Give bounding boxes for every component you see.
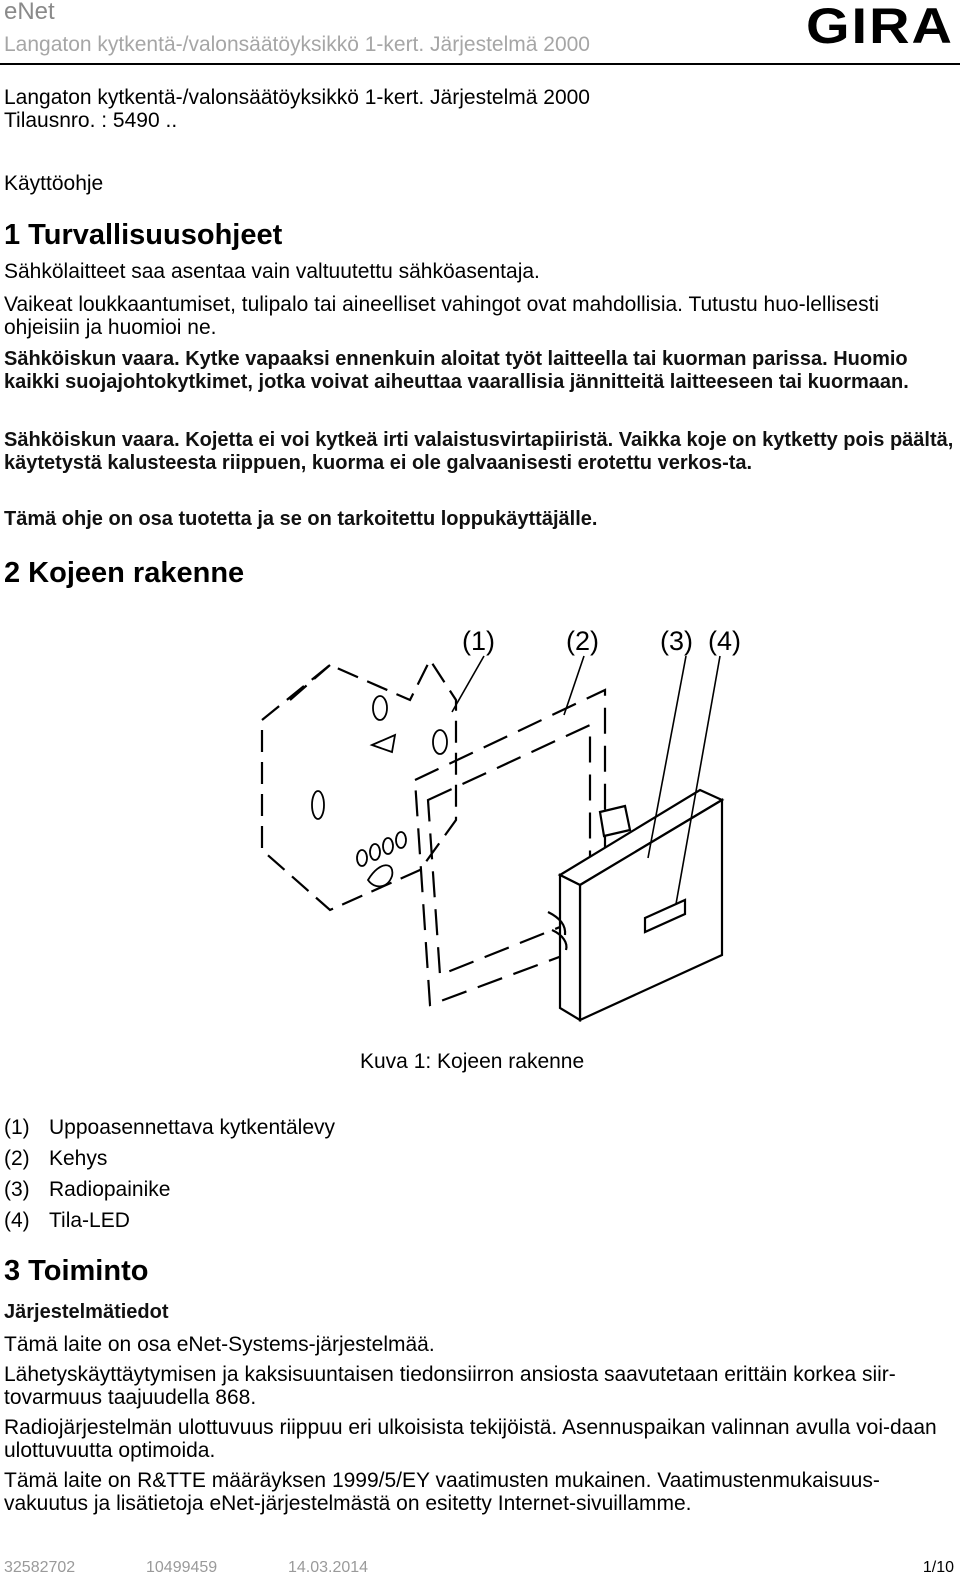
legend-num: (3): [4, 1178, 30, 1201]
callout-3: (3): [660, 626, 693, 656]
gira-logo: GIRA: [806, 0, 954, 54]
footer-code1: 32582702: [4, 1559, 76, 1576]
legend-label: Tila-LED: [49, 1209, 130, 1232]
section1-p5: Tämä ohje on osa tuotetta ja se on tarkoitettu loppukäyttäjälle.: [4, 508, 598, 530]
section3-p1: Tämä laite on osa eNet-Systems-järjestelmää.: [4, 1333, 435, 1356]
legend-label: Uppoasennettava kytkentälevy: [49, 1116, 336, 1139]
legend-num: (4): [4, 1209, 30, 1232]
order-number: Tilausnro. : 5490 ..: [4, 109, 178, 132]
section3-p4: Tämä laite on R&TTE määräyksen 1999/5/EY vaatimusten mukainen. Vaatimustenmukaisuus-vakuutus ja lisätietoja eNet-järjestelmästä on esitetty Internet-sivuillamme.: [4, 1469, 880, 1515]
radio-pushbutton: [548, 790, 722, 1020]
section1-p1: Sähkölaitteet saa asentaa vain valtuutettu sähköasentaja.: [4, 260, 540, 283]
section3-p2: Lähetyskäyttäytymisen ja kaksisuuntaisen tiedonsiirron ansiosta saavutetaan erittäin korkea siir-tovarmuus taajuudella 868.: [4, 1363, 896, 1409]
header-divider: [0, 63, 960, 65]
section2-heading: 2 Kojeen rakenne: [4, 557, 245, 589]
legend-num: (2): [4, 1147, 30, 1170]
section3-subheading: Järjestelmätiedot: [4, 1301, 169, 1323]
callout-4: (4): [708, 626, 741, 656]
device-structure-figure: [250, 620, 741, 1040]
insert-outline: [262, 660, 456, 910]
figure-caption: Kuva 1: Kojeen rakenne: [360, 1050, 585, 1073]
legend-label: Kehys: [49, 1147, 108, 1170]
footer-date: 14.03.2014: [288, 1559, 369, 1576]
doc-type: Käyttöohje: [4, 172, 104, 195]
section1-heading: 1 Turvallisuusohjeet: [4, 219, 283, 251]
footer-code2: 10499459: [146, 1559, 218, 1576]
legend-item: [4, 1205, 335, 1236]
legend-item: [4, 1112, 335, 1143]
header-subtitle: Langaton kytkentä-/valonsäätöyksikkö 1-kert. Järjestelmä 2000: [4, 33, 590, 56]
section1-p2: Vaikeat loukkaantumiset, tulipalo tai aineelliset vahingot ovat mahdollisia. Tutustu huo-lellisesti ohjeisiin ja huomioi ne.: [4, 293, 880, 339]
header-brand: eNet: [4, 0, 55, 25]
legend-item: [4, 1174, 335, 1205]
legend-label: Radiopainike: [49, 1178, 171, 1201]
callout-2: (2): [566, 626, 599, 656]
product-title: Langaton kytkentä-/valonsäätöyksikkö 1-kert. Järjestelmä 2000: [4, 86, 590, 109]
callout-1: (1): [462, 626, 495, 656]
insert-details: [312, 696, 447, 886]
footer-page: 1/10: [922, 1559, 954, 1576]
section3-heading: 3 Toiminto: [4, 1255, 149, 1287]
section3-p3: Radiojärjestelmän ulottuvuus riippuu eri ulkoisista tekijöistä. Asennuspaikan valinnan avulla voi-daan ulottuvuutta optimoida.: [4, 1416, 937, 1462]
section1-p3: Sähköiskun vaara. Kytke vapaaksi ennenkuin aloitat työt laitteella tai kuorman parissa. Huomio kaikki suojajohtokytkimet, jotka voivat aiheuttaa vaarallisia jännitteitä laitteeseen tai kuormaan.: [4, 348, 909, 393]
legend-num: (1): [4, 1116, 30, 1139]
section1-p4: Sähköiskun vaara. Kojetta ei voi kytkeä irti valaistusvirtapiiristä. Vaikka koje on kytketty pois päältä, käytetystä kalusteesta riippuen, kuorma ei ole galvaanisesti erotettu verkos-ta.: [4, 429, 954, 474]
figure-legend: [4, 1112, 335, 1236]
legend-item: [4, 1143, 335, 1174]
